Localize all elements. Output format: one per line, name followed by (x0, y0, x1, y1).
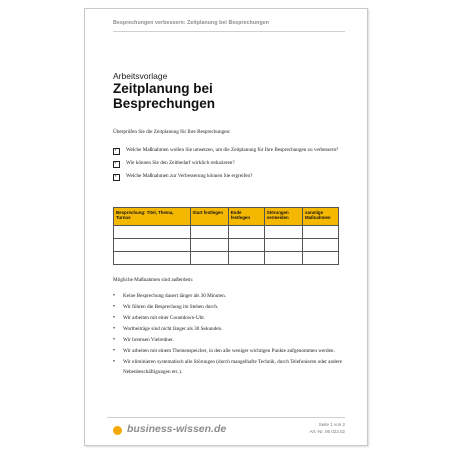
planning-table (113, 207, 339, 265)
table-cell (114, 226, 191, 239)
bullet-icon: • (113, 348, 116, 354)
bullet-icon: • (113, 337, 116, 343)
table-cell (264, 239, 302, 252)
checklist-item (113, 171, 343, 181)
list-item (113, 357, 349, 377)
brand-logo: business-wissen.de (127, 423, 227, 435)
column-header: Störungen vermeiden (264, 208, 302, 226)
checklist-item-text: Welche Maßnahmen wollen Sie umsetzen, um die Zeitplanung für Ihre Besprechungen zu verbessern? (126, 147, 339, 153)
list-item-text: Wir bremsen Vielredner. (123, 337, 174, 343)
document-kicker: Arbeitsvorlage (113, 71, 168, 81)
title-line-2: Besprechungen (113, 96, 216, 111)
column-header: Besprechung: Titel, Thema, Turnus (114, 208, 191, 226)
bullet-icon: • (113, 293, 116, 299)
list-item (113, 335, 349, 345)
checkbox-icon (113, 148, 120, 155)
list-item-text: Wir arbeiten mit einem Themenspeicher, in den alle weniger wichtigen Punkte aufgenommen werden. (123, 348, 335, 354)
bullet-icon: • (113, 315, 116, 321)
list-item-text: Wir führen die Besprechung im Stehen durch. (123, 304, 219, 310)
bullet-icon: • (113, 304, 116, 310)
table-cell (190, 239, 228, 252)
bullet-icon: • (113, 359, 116, 365)
measures-list (113, 291, 349, 378)
table-cell (228, 252, 264, 265)
column-header: Ende festlegen (228, 208, 264, 226)
list-item-text: Wir arbeiten mit einer Countdown-Uhr. (123, 315, 206, 321)
bullet-icon: • (113, 326, 116, 332)
measures-label: Mögliche Maßnahmen sind außerdem: (113, 277, 194, 283)
running-header: Besprechungen verbessern: Zeitplanung bei Besprechungen (113, 20, 269, 26)
list-item (113, 346, 349, 356)
page-number: Seite 1 von 2 (318, 422, 345, 427)
table-cell (264, 252, 302, 265)
table-cell (114, 239, 191, 252)
column-header: sonstige Maßnahmen (303, 208, 339, 226)
checklist (113, 145, 343, 184)
checklist-item-text: Welche Maßnahmen zur Verbesserung können Sie ergreifen? (126, 173, 253, 179)
table-cell (303, 226, 339, 239)
document-page (84, 8, 368, 446)
table-row (114, 252, 339, 265)
header-divider (113, 31, 345, 32)
article-number: Art.-Nr. 06 022.02 (309, 429, 345, 434)
table-cell (264, 226, 302, 239)
table-cell (228, 226, 264, 239)
table-cell (228, 239, 264, 252)
list-item-text: Wir eliminieren systematisch alle Störungen (durch mangelhafte Technik, durch Telefonieren oder andere Nebenbeschäftigungen etc.). (123, 359, 342, 375)
intro-text: Überprüfen Sie die Zeitplanung für Ihre Besprechungen: (113, 129, 231, 135)
list-item (113, 313, 349, 323)
table-cell (303, 252, 339, 265)
footer-divider (107, 417, 345, 418)
list-item-text: Wortbeiträge sind nicht länger als 30 Sekunden. (123, 326, 223, 332)
table-row (114, 226, 339, 239)
table-header-row (114, 208, 339, 226)
table-row (114, 239, 339, 252)
checklist-item-text: Wie können Sie den Zeitbedarf wirklich reduzieren? (126, 160, 235, 166)
checkbox-icon (113, 174, 120, 181)
table-cell (114, 252, 191, 265)
list-item (113, 324, 349, 334)
document-title (113, 81, 353, 111)
logo-dot-icon (113, 426, 122, 435)
title-line-1: Zeitplanung bei (113, 81, 213, 96)
list-item (113, 302, 349, 312)
list-item-text: Keine Besprechung dauert länger als 30 Minuten. (123, 293, 226, 299)
list-item (113, 291, 349, 301)
table-cell (190, 226, 228, 239)
table-cell (190, 252, 228, 265)
checkbox-icon (113, 161, 120, 168)
checklist-item (113, 145, 343, 155)
column-header: Start festlegen (190, 208, 228, 226)
table-cell (303, 239, 339, 252)
checklist-item (113, 158, 343, 168)
